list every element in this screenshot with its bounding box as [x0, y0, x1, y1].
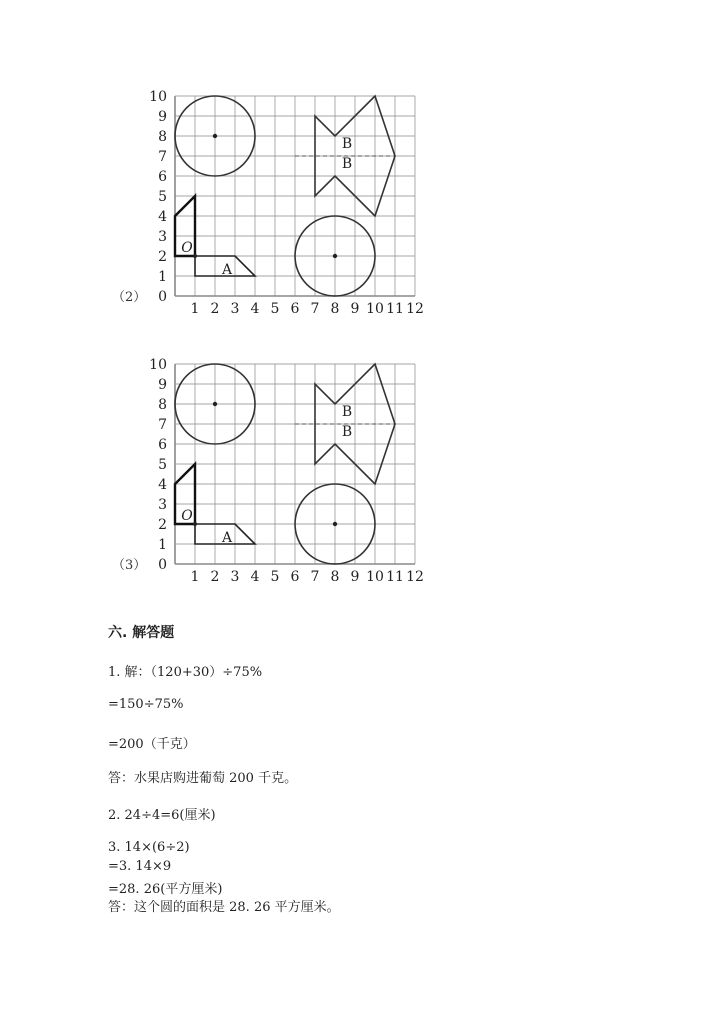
grid-chart-3 — [100, 356, 440, 596]
y-tick-label: 5 — [158, 457, 167, 473]
shape-label-b-bottom: B — [341, 156, 353, 172]
y-tick-label: 6 — [158, 437, 167, 453]
y-tick-label: 0 — [158, 557, 167, 573]
y-tick-label: 10 — [149, 357, 167, 373]
y-tick-label: 1 — [158, 537, 167, 553]
point-o-dot — [193, 522, 197, 526]
y-tick-label: 8 — [158, 397, 167, 413]
x-tick-label: 4 — [250, 569, 260, 585]
y-tick-label: 4 — [158, 209, 167, 225]
x-tick-label: 5 — [270, 301, 280, 317]
circle-bottom-center-dot — [333, 522, 337, 526]
x-tick-label: 12 — [406, 301, 424, 317]
y-tick-label: 3 — [158, 229, 167, 245]
x-tick-label: 10 — [366, 569, 384, 585]
x-tick-label: 12 — [406, 569, 424, 585]
y-tick-label: 8 — [158, 129, 167, 145]
x-tick-label: 5 — [270, 569, 280, 585]
y-tick-label: 7 — [158, 417, 167, 433]
y-tick-label: 3 — [158, 497, 167, 513]
answer-line: 2. 24÷4=6(厘米) — [108, 808, 216, 823]
grid-figure-2 — [100, 88, 440, 328]
x-tick-label: 11 — [386, 569, 404, 585]
y-tick-label: 9 — [158, 377, 167, 393]
point-label-o: O — [181, 240, 193, 256]
y-tick-label: 10 — [149, 89, 167, 105]
answer-line: =150÷75% — [108, 697, 184, 712]
grid-chart-2 — [100, 88, 440, 328]
circle-top-center-dot — [213, 134, 217, 138]
x-tick-label: 6 — [290, 301, 300, 317]
answer-line: =3. 14×9 — [108, 859, 172, 874]
x-tick-label: 8 — [330, 569, 340, 585]
point-o-dot — [193, 254, 197, 258]
section-heading: 六. 解答题 — [108, 625, 175, 641]
answer-line: =28. 26(平方厘米) — [108, 882, 223, 897]
x-tick-label: 10 — [366, 301, 384, 317]
x-tick-label: 11 — [386, 301, 404, 317]
x-tick-label: 4 — [250, 301, 260, 317]
y-tick-label: 5 — [158, 189, 167, 205]
x-tick-label: 3 — [230, 569, 240, 585]
y-tick-label: 2 — [158, 249, 167, 265]
circle-top-center-dot — [213, 402, 217, 406]
y-tick-label: 2 — [158, 517, 167, 533]
answer-line: 1. 解：（120+30）÷75% — [108, 665, 263, 680]
x-tick-label: 8 — [330, 301, 340, 317]
y-tick-label: 7 — [158, 149, 167, 165]
x-tick-label: 2 — [210, 569, 220, 585]
answer-line: 答：这个圆的面积是 28. 26 平方厘米。 — [108, 900, 340, 915]
figure-label-2: （2） — [112, 290, 147, 305]
x-tick-label: 2 — [210, 301, 220, 317]
x-tick-label: 1 — [190, 301, 200, 317]
x-tick-label: 7 — [310, 569, 320, 585]
circle-bottom-center-dot — [333, 254, 337, 258]
answer-line: =200（千克） — [108, 737, 196, 752]
figure-label-3: （3） — [112, 558, 147, 573]
y-tick-label: 1 — [158, 269, 167, 285]
shape-label-a: A — [221, 530, 233, 546]
shape-label-b-top: B — [341, 136, 353, 152]
y-tick-label: 0 — [158, 289, 167, 305]
x-tick-label: 9 — [350, 301, 360, 317]
shape-label-b-bottom: B — [341, 424, 353, 440]
answer-line: 答：水果店购进葡萄 200 千克。 — [108, 771, 298, 786]
x-tick-label: 6 — [290, 569, 300, 585]
y-tick-label: 4 — [158, 477, 167, 493]
answer-line: 3. 14×(6÷2) — [108, 840, 190, 855]
y-tick-label: 6 — [158, 169, 167, 185]
x-tick-label: 3 — [230, 301, 240, 317]
x-tick-label: 1 — [190, 569, 200, 585]
grid-figure-3 — [100, 356, 440, 596]
x-tick-label: 9 — [350, 569, 360, 585]
shape-label-a: A — [221, 262, 233, 278]
shape-label-b-top: B — [341, 404, 353, 420]
point-label-o: O — [181, 508, 193, 524]
y-tick-label: 9 — [158, 109, 167, 125]
x-tick-label: 7 — [310, 301, 320, 317]
